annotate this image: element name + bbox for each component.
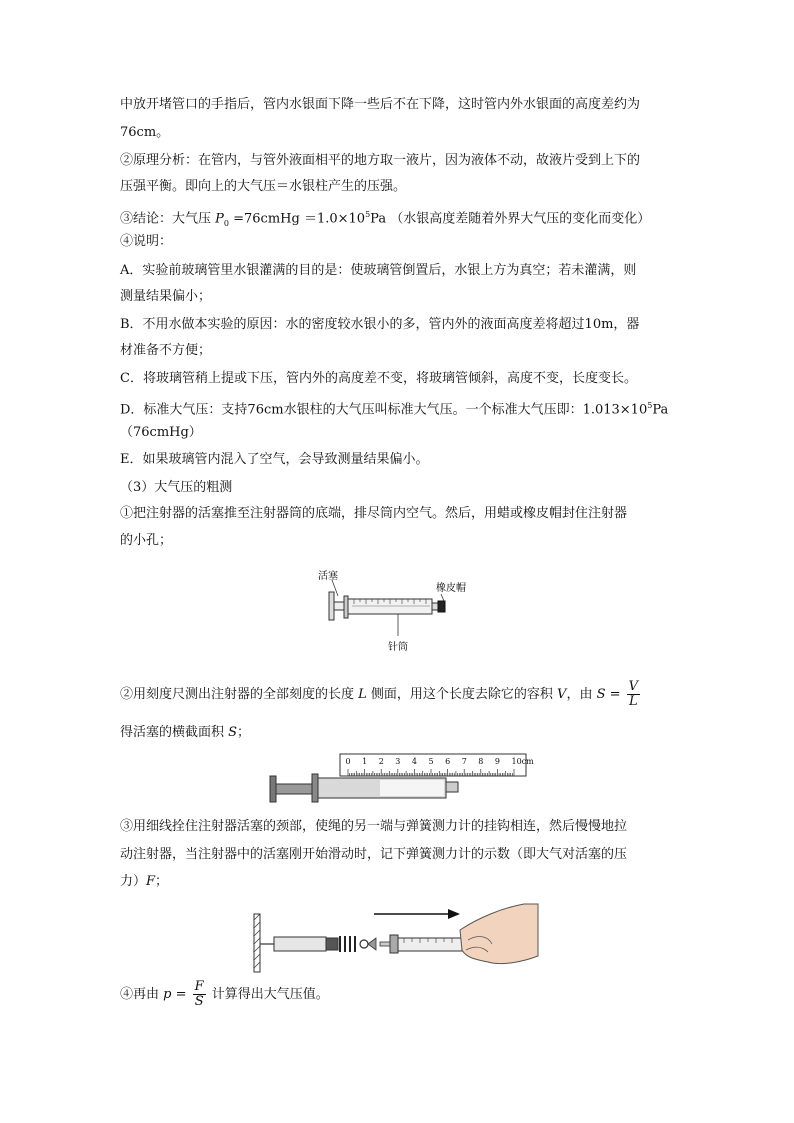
text-line: ②原理分析：在管内，与管外液面相平的地方取一液片，因为液体不动，故液片受到上下的 xyxy=(120,153,641,168)
text-line: ③用细线拴住注射器活塞的颈部，使绳的另一端与弹簧测力计的挂钩相连，然后慢慢地拉 xyxy=(120,819,628,834)
text-line: 测量结果偏小； xyxy=(120,289,212,304)
pull-syringe-figure xyxy=(252,900,542,976)
text-span: ； xyxy=(237,725,251,740)
plunger-rod xyxy=(276,784,316,794)
text-line: （76cmHg） xyxy=(120,425,202,440)
label-rubber-cap: 橡皮帽 xyxy=(436,583,466,594)
text-span: ，由 xyxy=(566,687,597,702)
text-line: 动注射器，当注射器中的活塞刚开始滑动时，记下弹簧测力计的示数（即大气对活塞的压 xyxy=(120,847,628,862)
symbol-F: F xyxy=(146,874,156,889)
fraction-V-over-L: $\frac{V}{L}$ xyxy=(628,679,639,709)
text-span: D．标准大气压：支持76cm水银柱的大气压叫标准大气压。一个标准大气压即：1.013×10 xyxy=(120,402,648,418)
plunger-handle xyxy=(329,592,334,620)
text-span: = xyxy=(171,987,191,1002)
rubber-cap xyxy=(438,601,445,612)
text-line: 的小孔； xyxy=(120,533,173,548)
ruler-tick-label: 9 xyxy=(494,757,500,766)
symbol-S: S xyxy=(228,725,238,740)
text-span: 得活塞的横截面积 xyxy=(120,725,229,740)
syringe-figure xyxy=(318,566,466,658)
label-barrel: 针筒 xyxy=(388,642,408,653)
ruler-tick-label: 0 xyxy=(345,757,351,766)
area-line xyxy=(120,724,680,742)
measure-line xyxy=(120,680,680,710)
standard-pressure-line xyxy=(120,397,680,419)
ruler-tick-label: 2 xyxy=(378,757,384,766)
superscript: 5 xyxy=(647,401,653,410)
ruler-tick-label: 6 xyxy=(445,757,451,766)
text-line: A．实验前玻璃管里水银灌满的目的是：使玻璃管倒置后，水银上方为真空；若未灌满，则 xyxy=(120,263,637,278)
text-span: 力） xyxy=(120,874,147,889)
force-line xyxy=(120,873,680,891)
hand-illustration xyxy=(460,904,538,964)
pressure-formula-line xyxy=(120,980,680,1010)
symbol-S: S xyxy=(596,687,606,702)
text-span: =76cmHg ＝1.0×10 xyxy=(228,211,366,227)
section-heading: （3）大气压的粗测 xyxy=(120,480,233,495)
conclusion-line xyxy=(120,206,680,233)
text-span: ； xyxy=(155,874,169,889)
syringe-barrel xyxy=(398,938,468,951)
ruler-tick-label: 1 xyxy=(362,757,368,766)
text-span: ③结论：大气压 xyxy=(120,211,216,227)
symbol-L: L xyxy=(358,687,367,702)
text-line: ④说明： xyxy=(120,234,173,249)
text-span: 侧面，用这个长度去除它的容积 xyxy=(366,687,558,702)
subscript: 0 xyxy=(223,218,229,228)
label-piston: 活塞 xyxy=(318,571,338,582)
text-span: ④再由 xyxy=(120,987,164,1002)
text-line: ①把注射器的活塞推至注射器筒的底端，排尽筒内空气。然后，用蜡或橡皮帽封住注射器 xyxy=(120,506,628,521)
text-line: E．如果玻璃管内混入了空气，会导致测量结果偏小。 xyxy=(120,452,429,467)
symbol-p: p xyxy=(163,987,172,1002)
spring-scale xyxy=(274,937,326,951)
text-span: = xyxy=(605,687,625,702)
ruler-tick-label: 10cm xyxy=(511,757,534,766)
text-line: 压强平衡。即向上的大气压＝水银柱产生的压强。 xyxy=(120,179,407,194)
symbol-V: V xyxy=(557,687,567,702)
superscript: 5 xyxy=(365,210,371,219)
ruler-tick-label: 8 xyxy=(478,757,484,766)
fraction-F-over-S: $\frac{F}{S}$ xyxy=(194,979,204,1009)
ruler-tick-label: 5 xyxy=(428,757,434,766)
text-line: 76cm。 xyxy=(120,125,170,140)
syringe-ruler-figure xyxy=(266,752,534,804)
text-span: Pa xyxy=(652,402,669,418)
text-line: B．不用水做本实验的原因：水的密度较水银小的多，管内外的液面高度差将超过10m，器 xyxy=(120,317,640,332)
ruler-tick-label: 4 xyxy=(411,757,417,766)
text-line: 中放开堵管口的手指后，管内水银面下降一些后不在下降，这时管内外水银面的高度差约为 xyxy=(120,97,641,112)
symbol-p: P xyxy=(215,211,224,227)
text-span: 计算得出大气压值。 xyxy=(207,987,329,1002)
ruler-tick-label: 7 xyxy=(461,757,467,766)
text-line: 材准备不方便； xyxy=(120,343,212,358)
ruler-tick-label: 3 xyxy=(395,757,401,766)
text-line: C．将玻璃管稍上提或下压，管内外的高度差不变，将玻璃管倾斜，高度不变，长度变长。 xyxy=(120,371,637,386)
text-span: Pa （水银高度差随着外界大气压的变化而变化） xyxy=(370,211,651,227)
text-span: ②用刻度尺测出注射器的全部刻度的长度 xyxy=(120,687,359,702)
